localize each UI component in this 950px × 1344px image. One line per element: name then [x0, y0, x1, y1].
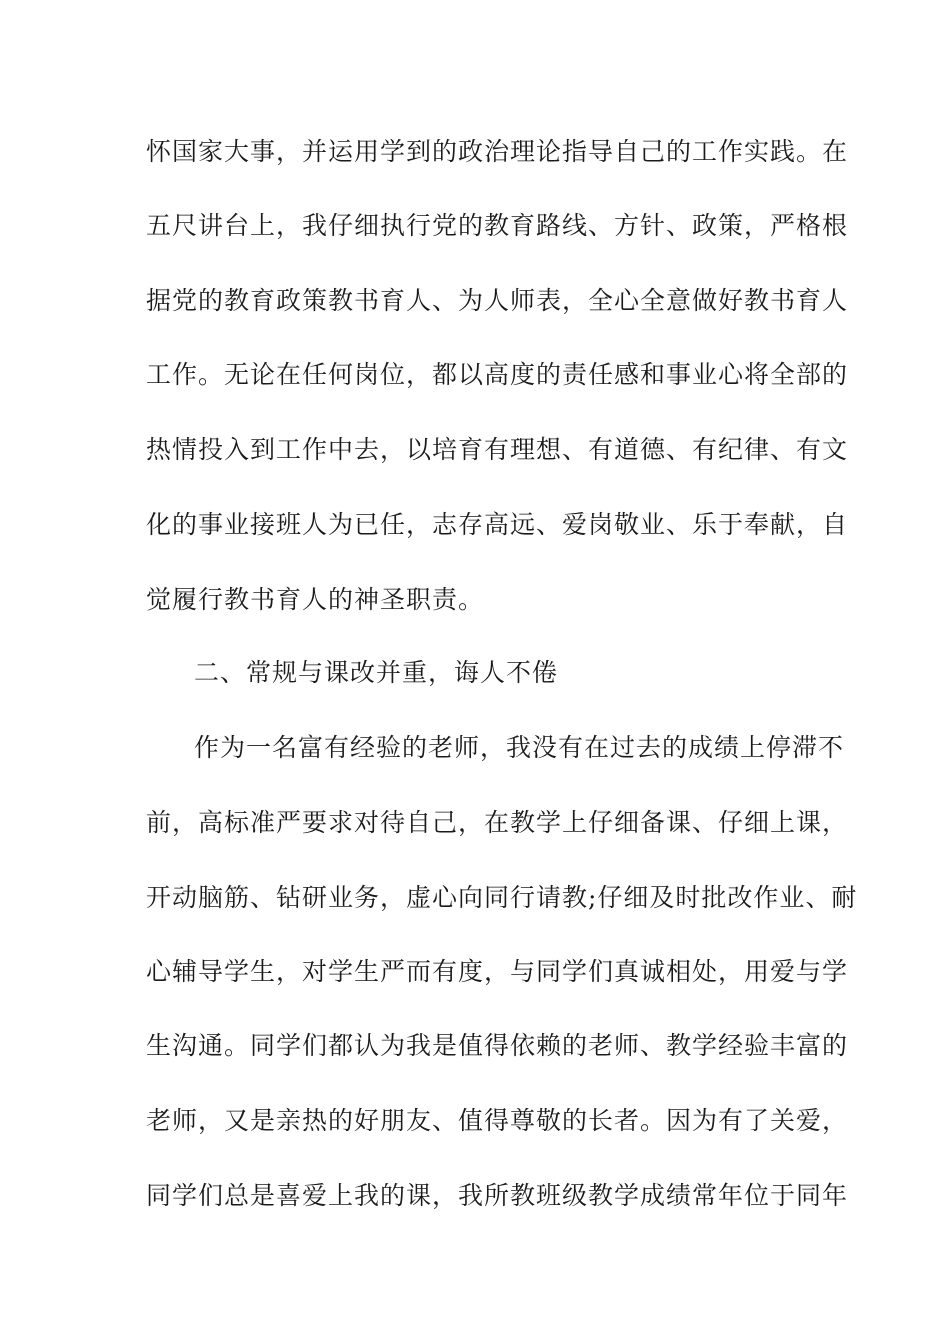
section-heading: 二、常规与课改并重，诲人不倦 — [194, 658, 559, 687]
text-line: 觉履行教书育人的神圣职责。 — [146, 585, 485, 614]
text-line: 老师，又是亲热的好朋友、值得尊敬的长者。因为有了关爱， — [146, 1106, 849, 1135]
text-line: 五尺讲台上，我仔细执行党的教育路线、方针、政策，严格根 — [146, 211, 849, 240]
text-line: 怀国家大事，并运用学到的政治理论指导自己的工作实践。在 — [146, 137, 849, 166]
text-line: 工作。无论在任何岗位，都以高度的责任感和事业心将全部的 — [146, 360, 849, 389]
text-line: 热情投入到工作中去，以培育有理想、有道德、有纪律、有文 — [146, 435, 849, 464]
text-line: 心辅导学生，对学生严而有度，与同学们真诚相处，用爱与学 — [146, 957, 849, 986]
text-line: 化的事业接班人为已任，志存高远、爱岗敬业、乐于奉献，自 — [146, 510, 849, 539]
text-line: 同学们总是喜爱上我的课，我所教班级教学成绩常年位于同年 — [146, 1181, 849, 1210]
text-line: 前，高标准严要求对待自己，在教学上仔细备课、仔细上课， — [146, 808, 849, 837]
text-line: 据党的教育政策教书育人、为人师表，全心全意做好教书育人 — [146, 286, 849, 315]
text-line: 生沟通。同学们都认为我是值得依赖的老师、教学经验丰富的 — [146, 1031, 849, 1060]
text-line: 开动脑筋、钻研业务，虚心向同行请教;仔细及时批改作业、耐 — [146, 883, 858, 912]
text-line: 作为一名富有经验的老师，我没有在过去的成绩上停滞不 — [194, 733, 845, 762]
